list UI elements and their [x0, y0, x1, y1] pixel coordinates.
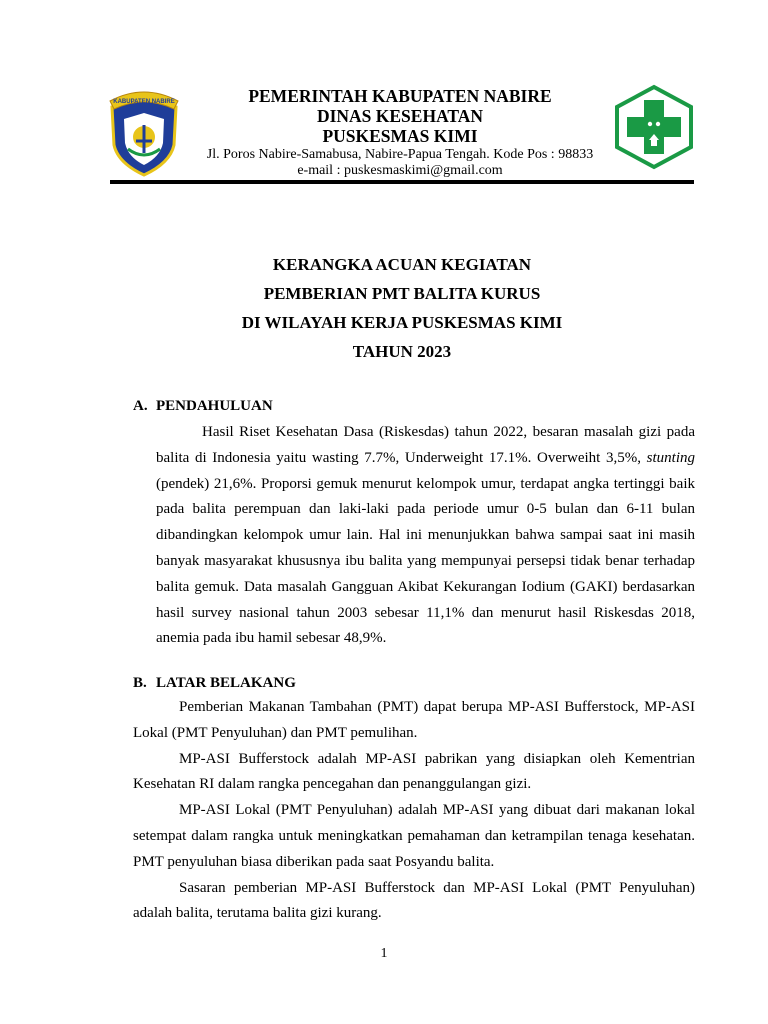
- kabupaten-nabire-emblem-icon: [106, 87, 182, 177]
- paragraph-text: Hasil Riset Kesehatan Dasa (Riskesdas) tahun 2022, besaran masalah gizi pada balita di Indonesia yaitu wasting 7.7%, Underweight 17.1%. Overweiht 3,5%,: [156, 424, 695, 466]
- section-latar-belakang: [133, 673, 695, 927]
- title-line-1: KERANGKA ACUAN KEGIATAN: [272, 255, 532, 274]
- title-line-4: TAHUN 2023: [352, 342, 452, 361]
- section-letter: B.: [133, 675, 147, 691]
- title-line-3: DI WILAYAH KERJA PUSKESMAS KIMI: [241, 313, 563, 332]
- paragraph: Sasaran pemberian MP-ASI Bufferstock dan MP-ASI Lokal (PMT Penyuluhan) adalah balita, terutama balita gizi kurang.: [133, 879, 695, 922]
- letterhead-text: [180, 86, 620, 179]
- department-name: DINAS KESEHATAN: [316, 106, 484, 126]
- section-title: LATAR BELAKANG: [156, 675, 296, 691]
- paragraph: MP-ASI Bufferstock adalah MP-ASI pabrikan yang disiapkan oleh Kementrian Kesehatan RI dalam rangka pencegahan dan penanggulangan gizi.: [133, 750, 695, 793]
- section-pendahuluan: [133, 396, 695, 652]
- title-line-2: PEMBERIAN PMT BALITA KURUS: [263, 284, 541, 303]
- section-letter: A.: [133, 398, 148, 414]
- email: e-mail : puskesmaskimi@gmail.com: [297, 163, 503, 178]
- paragraph: MP-ASI Lokal (PMT Penyuluhan) adalah MP-ASI yang dibuat dari makanan lokal setempat dalam rangka untuk meningkatkan pemahaman dan ketrampilan tenaga kesehatan. PMT penyuluhan biasa diberikan pada saat Posyandu balita.: [133, 802, 695, 870]
- letterhead-divider: [110, 180, 694, 184]
- government-name: PEMERINTAH KABUPATEN NABIRE: [248, 86, 552, 106]
- address: Jl. Poros Nabire-Samabusa, Nabire-Papua Tengah. Kode Pos : 98833: [206, 147, 594, 162]
- puskesmas-logo-icon: [613, 84, 695, 170]
- section-title: PENDAHULUAN: [156, 398, 273, 414]
- italic-term: stunting: [646, 449, 695, 466]
- page-number: 1: [380, 946, 388, 961]
- paragraph-text: (pendek) 21,6%. Proporsi gemuk menurut kelompok umur, terdapat angka tertinggi baik pada balita perempuan dan laki-laki pada periode umur 0-5 bulan dan 6-11 bulan dibandingkan kelompok umur lain. Hal ini menunjukkan bahwa sampai saat ini masih banyak masyarakat khususnya ibu balita yang mempunyai persepsi tidak benar terhadap balita gemuk. Data masalah Gangguan Akibat Kekurangan Iodium (GAKI) berdasarkan hasil survey nasional tahun 2003 sebesar 11,1% dan menurut hasil Riskesdas 2018, anemia pada ibu hamil sebesar 48,9%.: [156, 475, 695, 647]
- puskesmas-name: PUSKESMAS KIMI: [322, 126, 478, 146]
- paragraph: Pemberian Makanan Tambahan (PMT) dapat berupa MP-ASI Bufferstock, MP-ASI Lokal (PMT Penyuluhan) dan PMT pemulihan.: [133, 699, 695, 741]
- letterhead: [0, 0, 768, 190]
- emblem-banner-text: KABUPATEN NABIRE: [113, 99, 175, 105]
- section-heading: [133, 673, 695, 695]
- document-title: [110, 250, 694, 366]
- paragraph: [156, 420, 695, 652]
- section-heading: [133, 396, 695, 418]
